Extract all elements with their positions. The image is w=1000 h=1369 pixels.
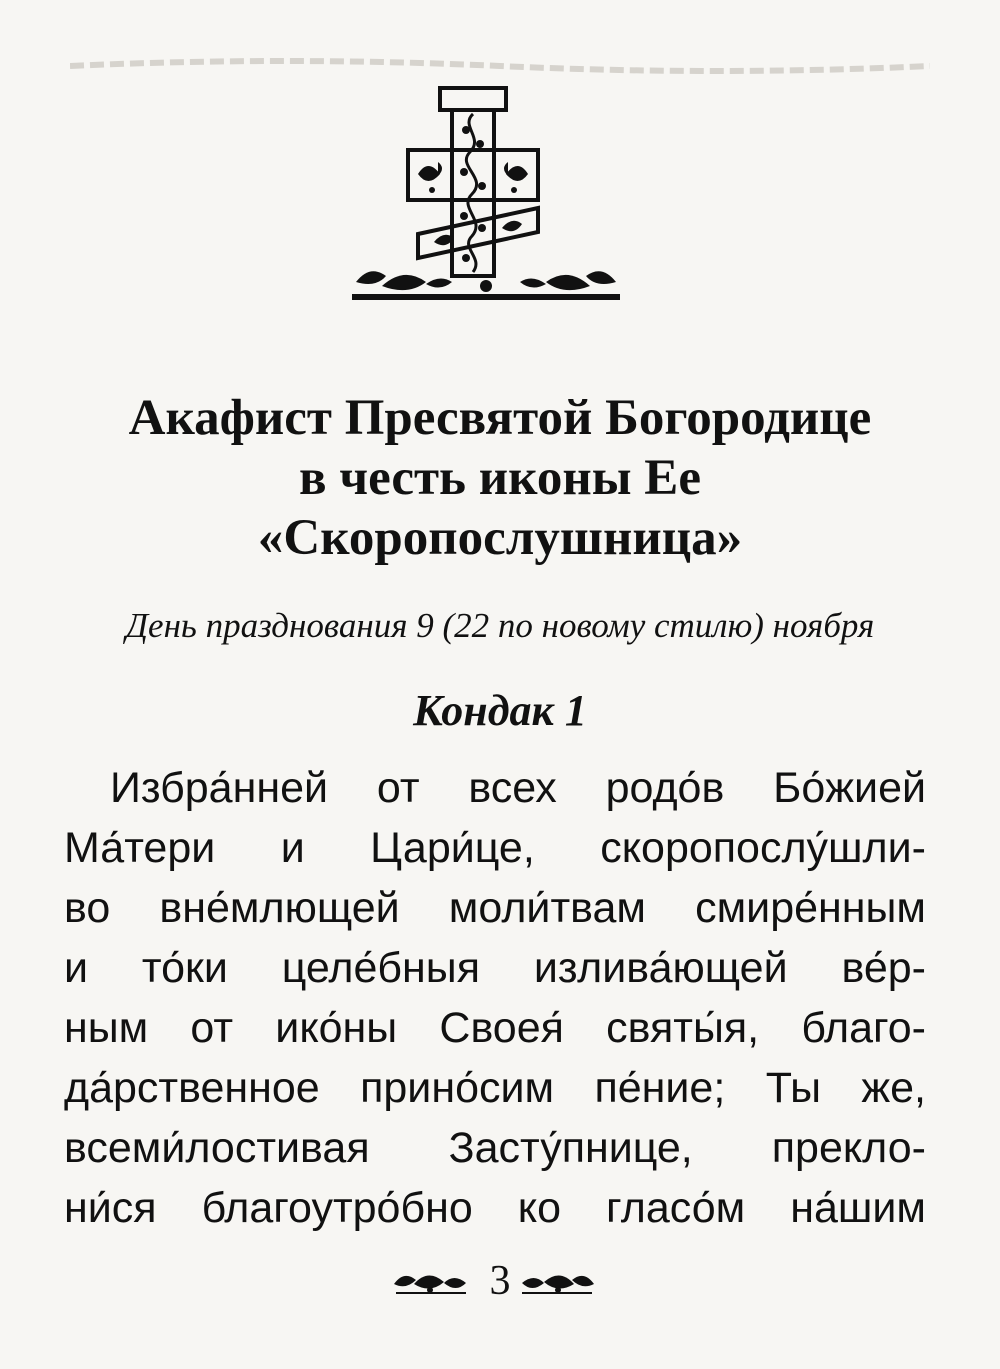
floral-ornament-icon bbox=[518, 1270, 596, 1296]
orthodox-cross-ornament-icon bbox=[352, 86, 620, 304]
text-line: и то́ки целе́бныя излива́ющей ве́р- bbox=[64, 944, 926, 992]
text-line: Ма́тери и Цари́це, скоропослу́шли- bbox=[64, 824, 926, 872]
text-line: Избра́нней от всех родо́в Бо́жией bbox=[110, 764, 926, 812]
section-heading: Кондак 1 bbox=[413, 686, 587, 735]
title-line: в честь иконы Ее bbox=[299, 450, 701, 506]
text-line: ни́ся благоутро́бно ко гласо́м на́шим bbox=[64, 1184, 926, 1232]
page-number: 3 bbox=[489, 1258, 511, 1304]
title-line: Акафист Пресвятой Богородице bbox=[128, 390, 872, 446]
text-line: во вне́млющей моли́твам смире́нным bbox=[64, 884, 926, 932]
text-line: да́рственное прино́сим пе́ние; Ты же, bbox=[64, 1064, 926, 1112]
feast-day-subtitle: День празднования 9 (22 по новому стилю) ноября bbox=[125, 606, 875, 645]
text-line: всеми́лостивая Засту́пнице, прекло- bbox=[64, 1124, 926, 1172]
page-footer bbox=[380, 1256, 620, 1306]
text-line: ным от ико́ны Своея́ святы́я, благо- bbox=[64, 1004, 926, 1052]
body-paragraph bbox=[64, 758, 926, 1238]
document-title bbox=[40, 388, 960, 568]
bleed-through-ornament bbox=[70, 56, 930, 76]
title-line: «Скоропослушница» bbox=[257, 510, 743, 566]
